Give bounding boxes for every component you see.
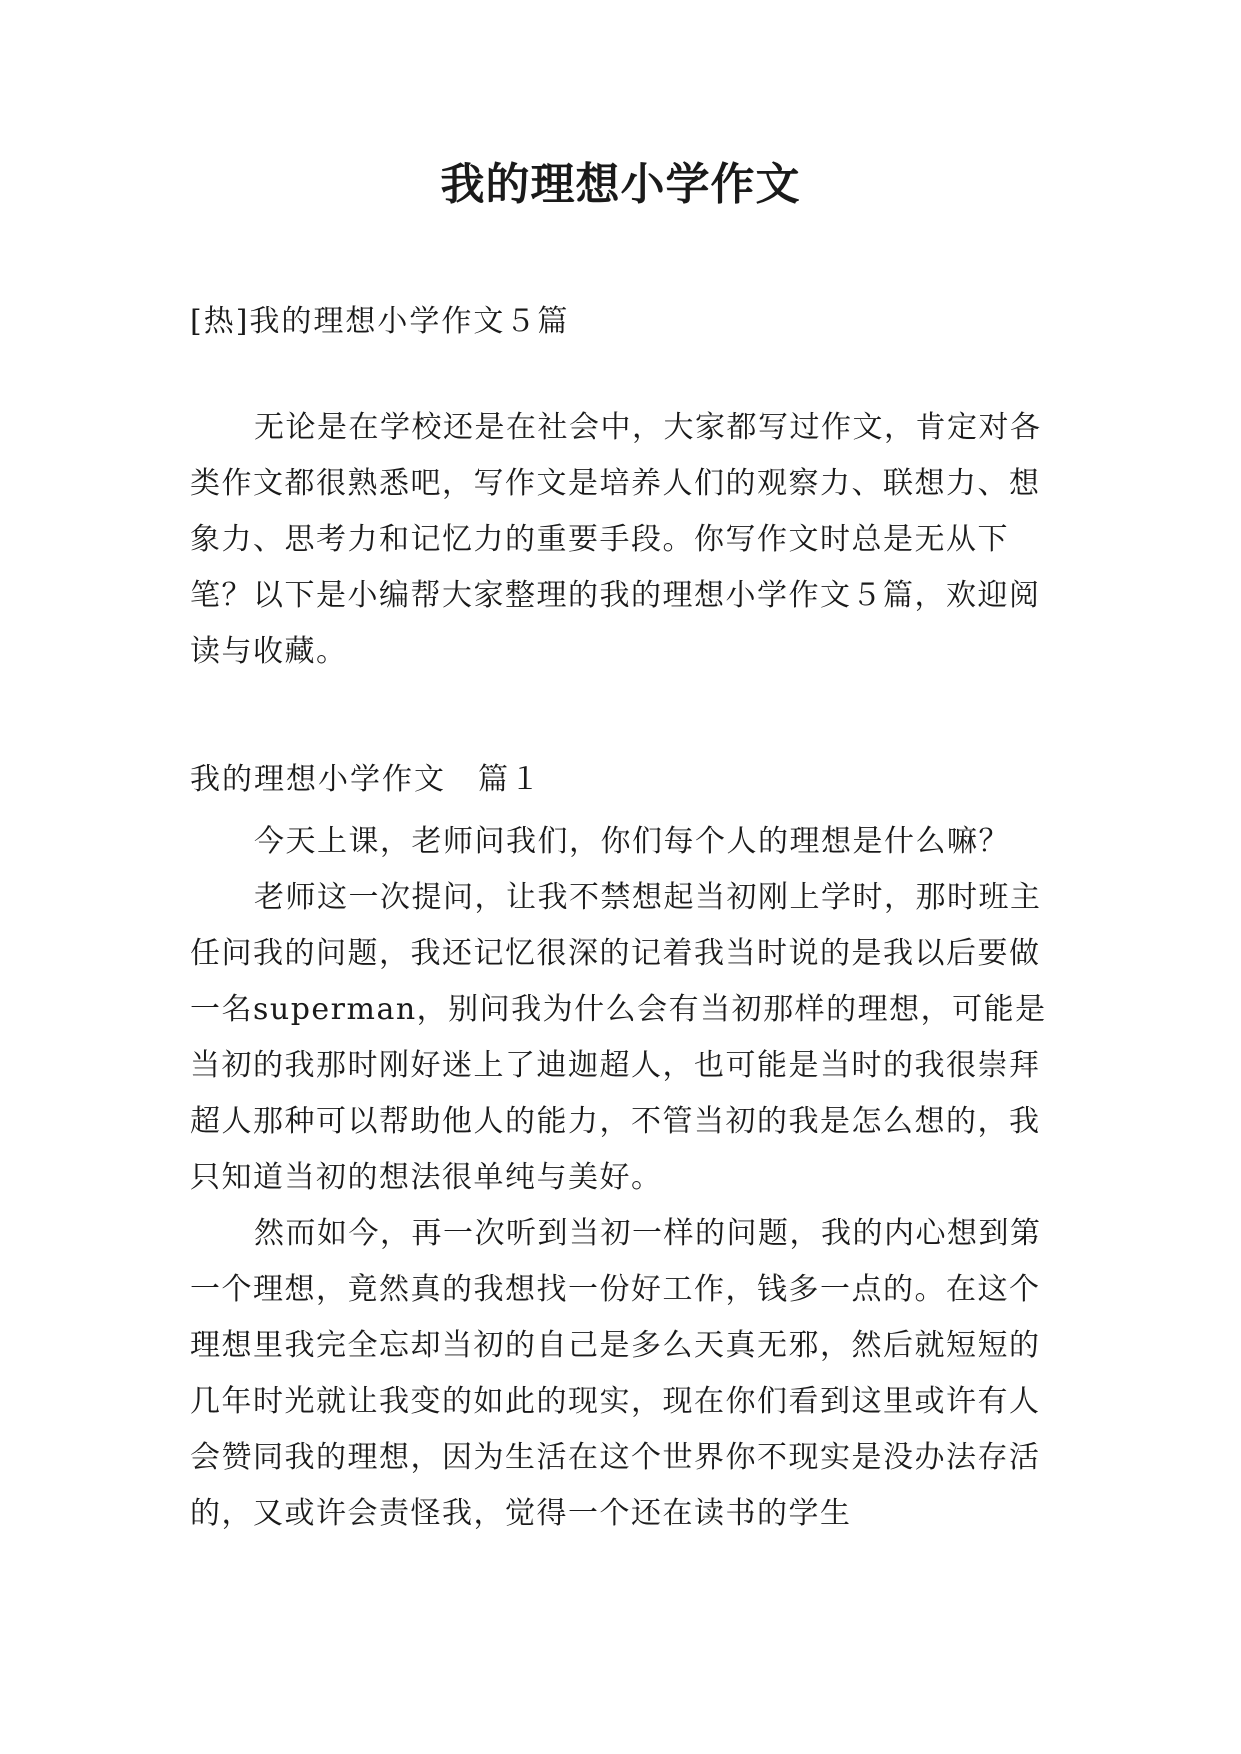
section-heading: 我的理想小学作文 篇１ bbox=[190, 762, 542, 797]
section-paragraph-3: 然而如今，再一次听到当初一样的问题，我的内心想到第一个理想，竟然真的我想找一份好工作，钱多一点的。在这个理想里我完全忘却当初的自己是多么天真无邪，然后就短短的几年时光就让我变的如此的现实，现在你们看到这里或许有人会赞同我的理想，因为生活在这个世界你不现实是没办法存活的，又或许会责怪我，觉得一个还在读书的学生 bbox=[190, 1216, 1042, 1531]
intro-section bbox=[190, 400, 1050, 680]
intro-paragraph: 无论是在学校还是在社会中，大家都写过作文，肯定对各类作文都很熟悉吧，写作文是培养人们的观察力、联想力、想象力、思考力和记忆力的重要手段。你写作文时总是无从下笔？以下是小编帮大家整理的我的理想小学作文５篇，欢迎阅读与收藏。 bbox=[190, 410, 1042, 669]
section-paragraph-2: 老师这一次提问，让我不禁想起当初刚上学时，那时班主任问我的问题，我还记忆很深的记着我当时说的是我以后要做一名superman，别问我为什么会有当初那样的理想，可能是当初的我那时刚好迷上了迪迦超人，也可能是当时的我很崇拜超人那种可以帮助他人的能力，不管当初的我是怎么想的，我只知道当初的想法很单纯与美好。 bbox=[190, 880, 1047, 1195]
document-title: 我的理想小学作文 bbox=[440, 159, 801, 210]
document-subtitle: [热]我的理想小学作文５篇 bbox=[190, 304, 570, 339]
essay-section-1 bbox=[190, 760, 1065, 1542]
section-paragraph-1: 今天上课，老师问我们，你们每个人的理想是什么嘛？ bbox=[254, 824, 1010, 859]
